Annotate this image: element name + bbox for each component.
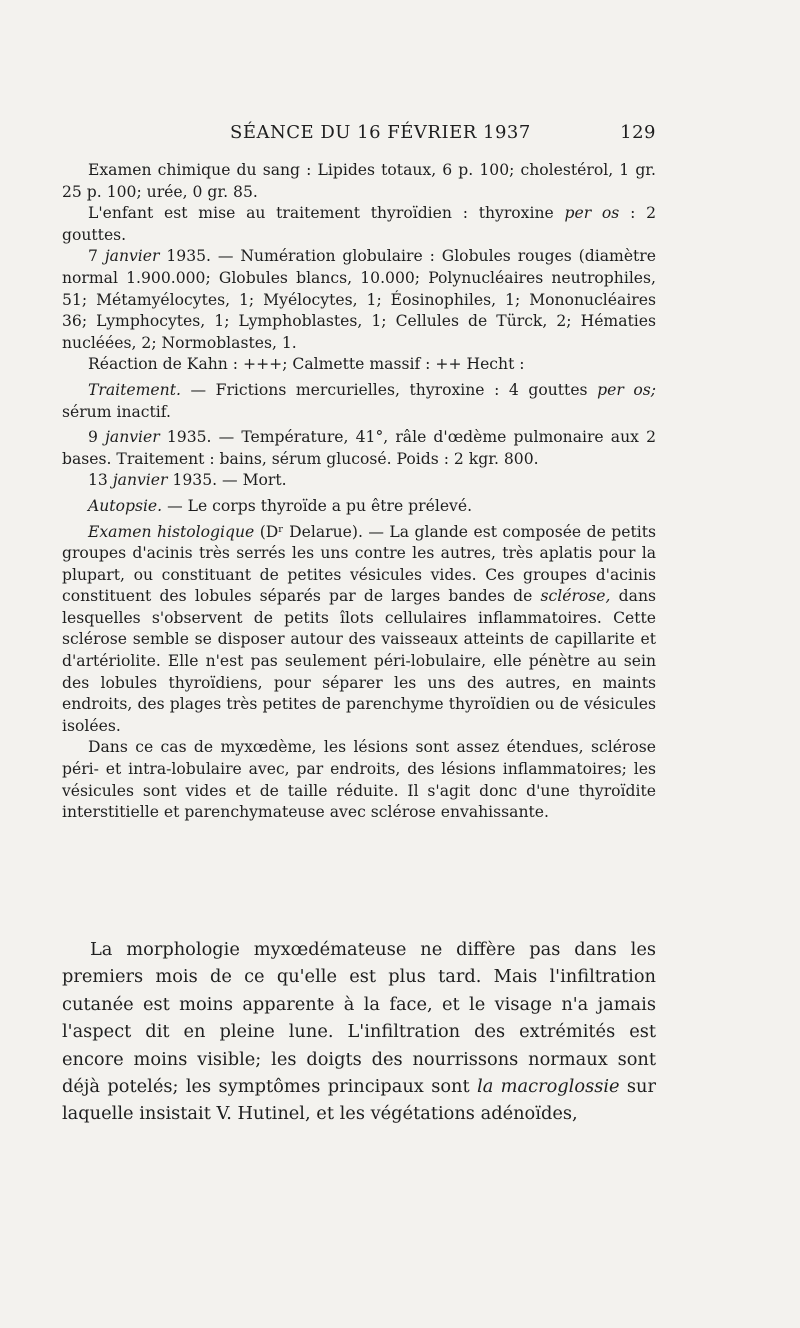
paragraph-blood-chemistry: Examen chimique du sang : Lipides totaux, 6 p. 100; cholestérol, 1 gr. 25 p. 100; urée, 0 gr. 85. (62, 161, 656, 201)
paragraph-morphology: La morphologie myxœdémateuse ne diffère pas dans les premiers mois de ce qu'elle est plus tard. Mais l'infiltration cutanée est moins apparente à la face, et le visage n'a jamais l'aspect dit en pleine lune. L'infiltration des extrémités est encore moins visible; les doigts des nourrissons normaux sont déjà potelés; les symptômes principaux sont la macroglossie sur laquelle insistait V. Hutinel, et les végétations adénoïdes, (62, 939, 656, 1125)
paragraph-blood-count: 7 janvier 1935. — Numération globulaire : Globules rouges (diamètre normal 1.900.000; Globules blancs, 10.000; Polynucléaires neutrophiles, 51; Métamyélocytes, 1; Myélocytes, 1; Éosinophiles, 1; Mononucléaires 36; Lymphocytes, 1; Lymphoblastes, 1; Cellules de Türck, 2; Hématies nucléées, 2; Normoblastes, 1. (62, 247, 656, 352)
paragraph-jan-13: 13 janvier 1935. — Mort. (88, 471, 287, 490)
paragraph-jan-9: 9 janvier 1935. — Température, 41°, râle d'œdème pulmonaire aux 2 bases. Traitement : bains, sérum glucosé. Poids : 2 kgr. 800. (62, 428, 656, 468)
case-report (62, 160, 656, 824)
page-number: 129 (620, 122, 656, 143)
header-title: SÉANCE DU 16 FÉVRIER 1937 (230, 122, 531, 143)
paragraph-conclusion: Dans ce cas de myxœdème, les lésions sont assez étendues, sclérose péri- et intra-lobulaire avec, par endroits, des lésions inflammatoires; les vésicules sont vides et de taille réduite. Il s'agit donc d'une thyroïdite interstitielle et parenchymateuse avec sclérose envahissante. (62, 738, 656, 822)
main-text (62, 936, 656, 1128)
paragraph-autopsy: Autopsie. — Le corps thyroïde a pu être prélevé. (88, 496, 473, 515)
paragraph-histology: Examen histologique (Dʳ Delarue). — La glande est composée de petits groupes d'acinis très serrés les uns contre les autres, très aplatis pour la plupart, ou constituant de petites vésicules vides. Ces groupes d'acinis constituent des lobules séparés par de larges bandes de sclérose, dans lesquelles s'observent de petits îlots cellulaires inflammatoires. Cette sclérose semble se disposer autour des vaisseaux atteints de capillarite et d'artériolite. Elle n'est pas seulement péri-lobulaire, elle pénètre au sein des lobules thyroïdiens, pour séparer les uns des autres, en maints endroits, des plages très petites de parenchyme thyroïdien ou de vésicules isolées. (62, 522, 656, 735)
paragraph-serology: Réaction de Kahn : +++; Calmette massif : ++ Hecht : (88, 355, 525, 374)
paragraph-treatment-thyroid: L'enfant est mise au traitement thyroïdien : thyroxine per os : 2 gouttes. (62, 204, 657, 244)
paragraph-treatment: Traitement. — Frictions mercurielles, thyroxine : 4 gouttes per os; sérum inactif. (62, 380, 656, 421)
